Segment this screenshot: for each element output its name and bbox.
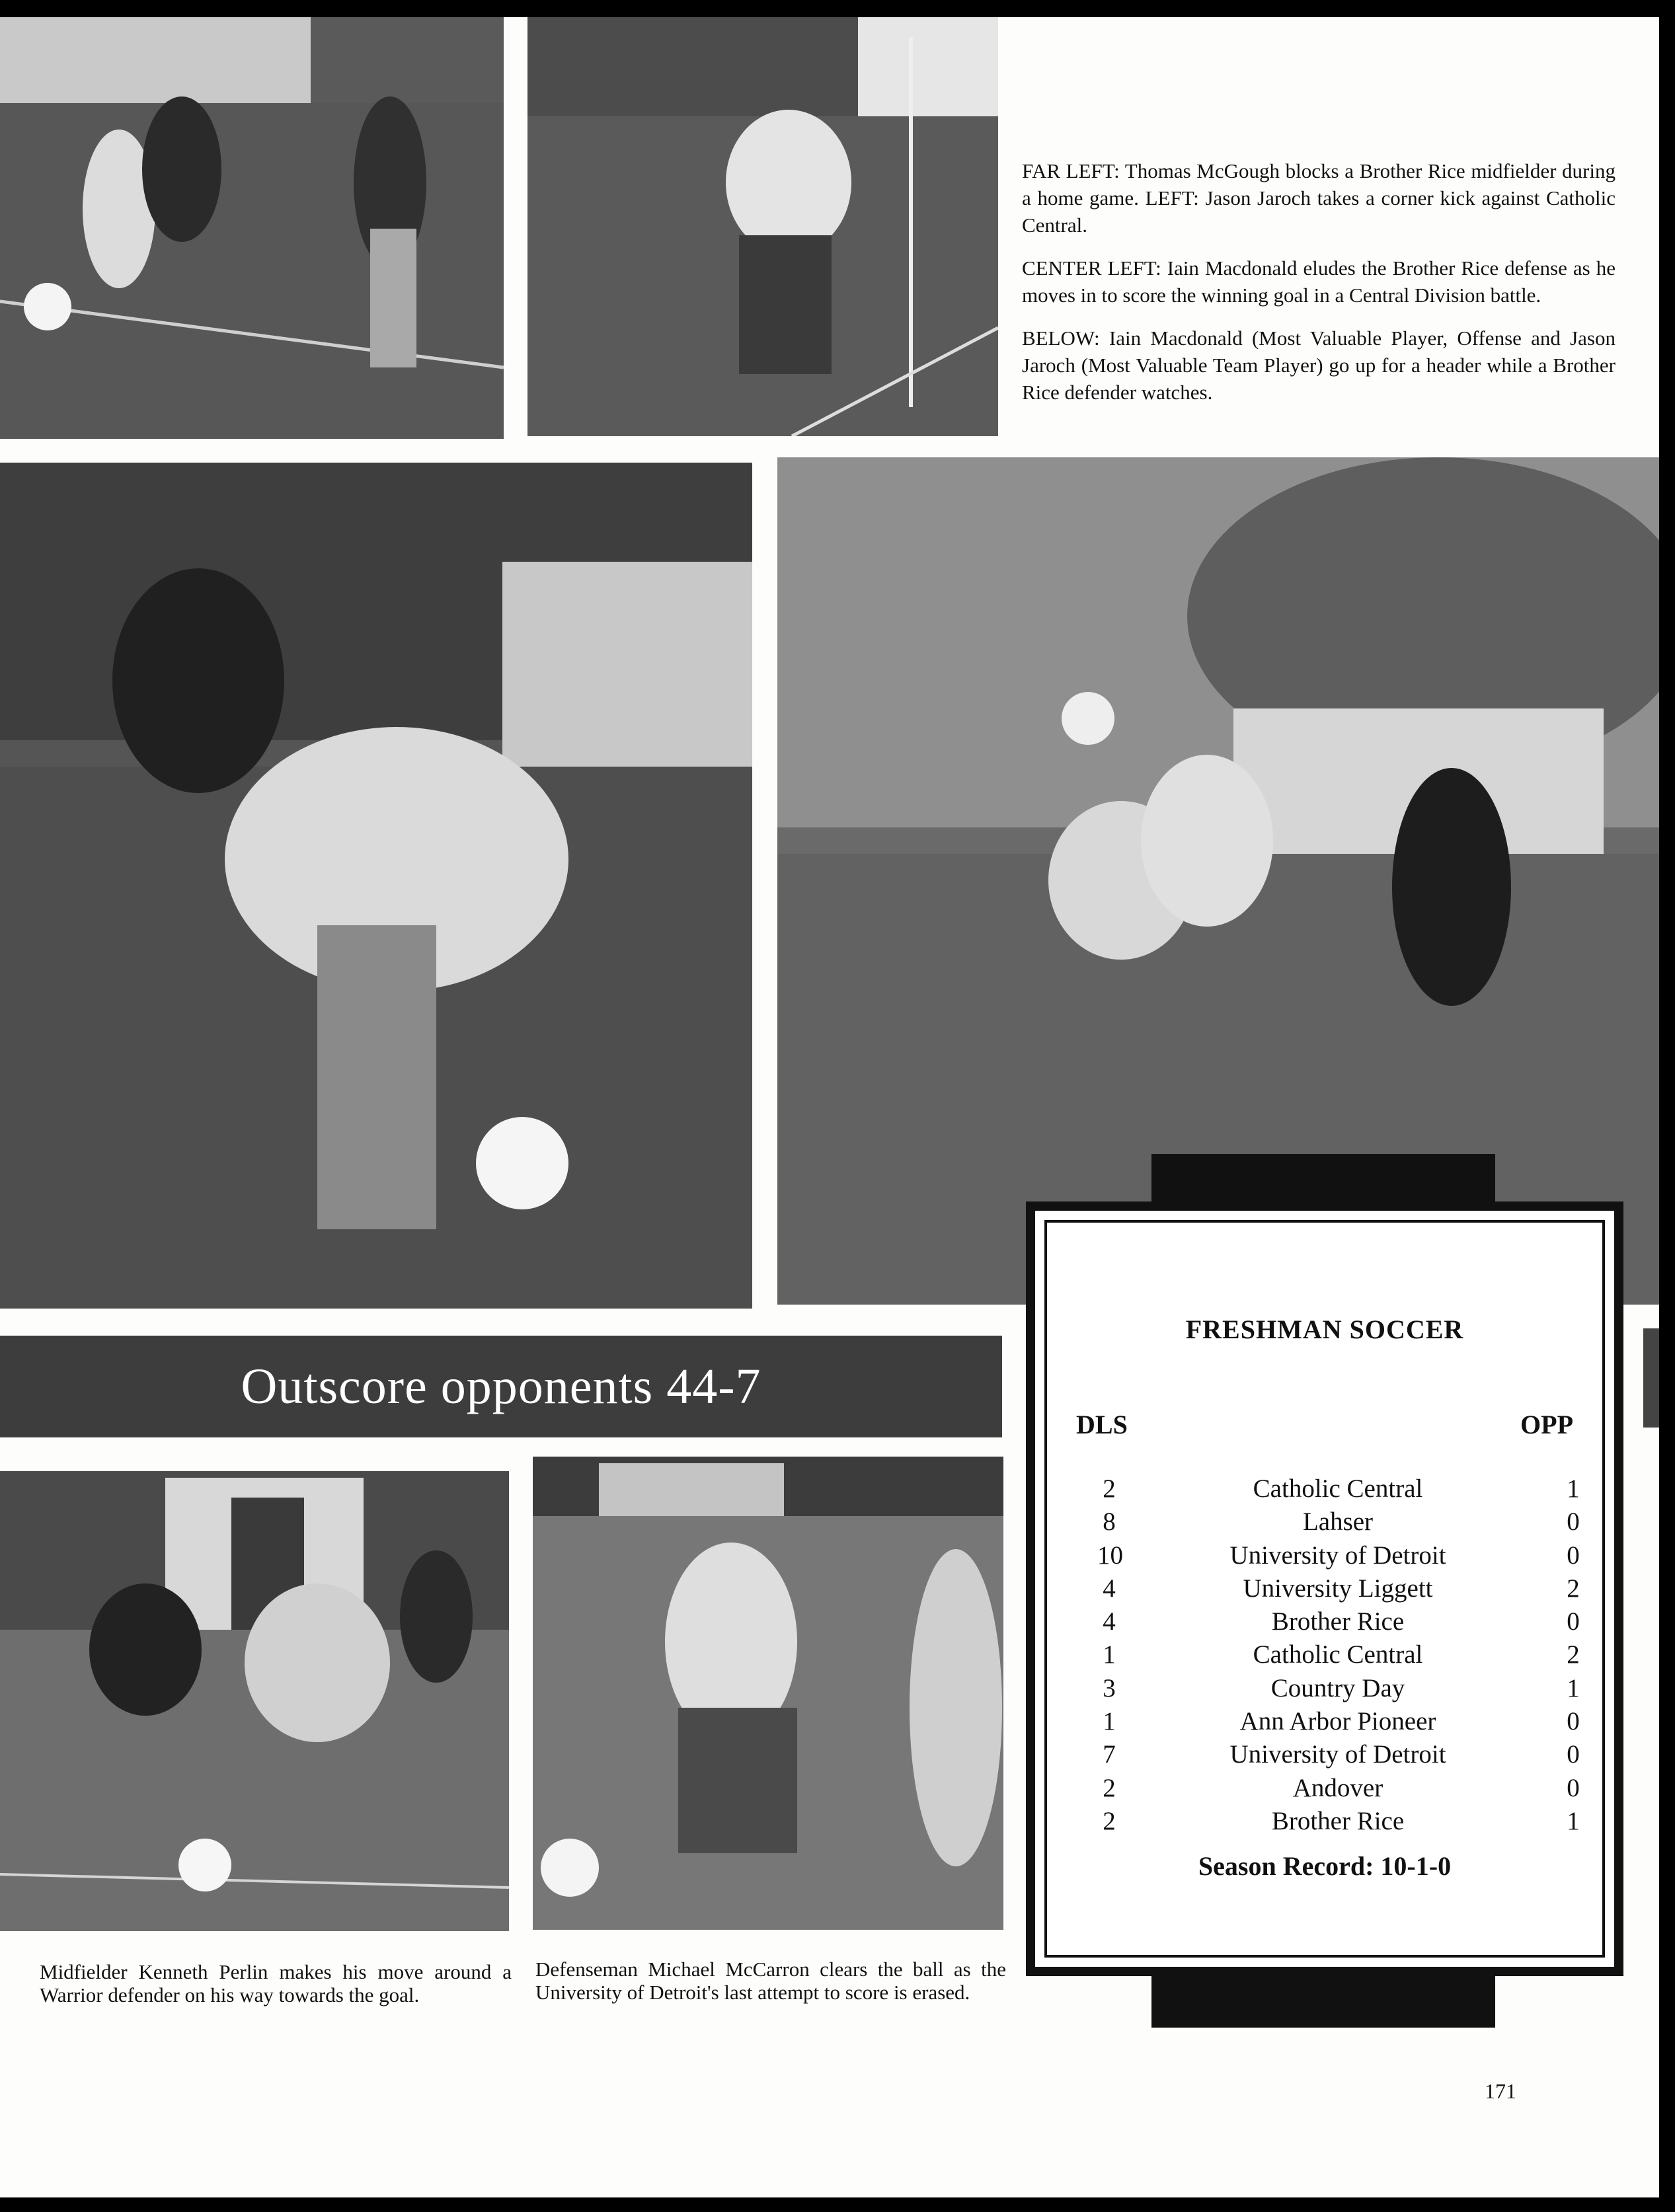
dls-score: 1 — [1103, 1707, 1116, 1736]
col-header-opp: OPP — [1520, 1410, 1573, 1439]
opp-score: 0 — [1567, 1740, 1580, 1769]
opp-score: 0 — [1567, 1507, 1580, 1537]
opp-score: 1 — [1567, 1474, 1580, 1503]
game-row — [1047, 1507, 1602, 1540]
game-row — [1047, 1640, 1602, 1673]
banner-headline: Outscore opponents 44-7 — [0, 1336, 1002, 1437]
caption-perlin: Midfielder Kenneth Perlin makes his move around a Warrior defender on his way towards the goal. — [40, 1960, 512, 2006]
caption-far-left: FAR LEFT: Thomas McGough blocks a Brother Rice midfielder during a home game. LEFT: Jason Jaroch takes a corner kick against Catholic Central. — [1022, 159, 1616, 237]
dls-score: 2 — [1103, 1474, 1116, 1503]
game-row — [1047, 1706, 1602, 1739]
scoreboard-bottom-tab — [1151, 1973, 1495, 2028]
opponent-name: University Liggett — [1243, 1574, 1433, 1603]
scoreboard-title: FRESHMAN SOCCER — [1185, 1315, 1464, 1344]
opp-score: 2 — [1567, 1640, 1580, 1669]
scoreboard — [1026, 1201, 1623, 1976]
dls-score: 8 — [1103, 1507, 1116, 1537]
caption-top-right — [1022, 157, 1616, 422]
opp-score: 1 — [1567, 1673, 1580, 1702]
page-edge-tab — [1643, 1328, 1659, 1428]
caption-center-left: CENTER LEFT: Iain Macdonald eludes the Brother Rice defense as he moves in to score the winning goal in a Central Division battle. — [1022, 256, 1616, 307]
opp-score: 0 — [1567, 1707, 1580, 1736]
opponent-name: Catholic Central — [1253, 1640, 1423, 1669]
opp-score: 0 — [1567, 1541, 1580, 1570]
opponent-name: Catholic Central — [1253, 1474, 1423, 1503]
dls-score: 4 — [1103, 1607, 1116, 1636]
game-row — [1047, 1806, 1602, 1839]
dls-score: 7 — [1103, 1740, 1116, 1769]
page-border-bottom — [0, 2197, 1675, 2212]
game-row — [1047, 1739, 1602, 1773]
opp-score: 0 — [1567, 1773, 1580, 1802]
scoreboard-top-tab — [1151, 1154, 1495, 1203]
photo-jaroch-corner-kick — [527, 17, 998, 436]
opp-score: 1 — [1567, 1806, 1580, 1835]
dls-score: 4 — [1103, 1574, 1116, 1603]
opponent-name: Country Day — [1270, 1673, 1405, 1702]
photo-perlin — [0, 1471, 509, 1931]
opponent-name: Brother Rice — [1271, 1607, 1405, 1636]
page-border-top — [0, 0, 1675, 17]
game-row — [1047, 1773, 1602, 1806]
caption-mccarron: Defenseman Michael McCarron clears the ball as the University of Detroit's last attempt to score is erased. — [535, 1958, 1006, 2004]
game-row — [1047, 1574, 1602, 1607]
game-row — [1047, 1673, 1602, 1706]
opp-score: 0 — [1567, 1607, 1580, 1636]
game-row — [1047, 1541, 1602, 1574]
opp-score: 2 — [1567, 1574, 1580, 1603]
opponent-name: Brother Rice — [1271, 1806, 1405, 1835]
scoreboard-rows — [1047, 1474, 1602, 1839]
dls-score: 10 — [1097, 1541, 1123, 1570]
dls-score: 3 — [1103, 1673, 1116, 1702]
dls-score: 1 — [1103, 1640, 1116, 1669]
photo-mcgough-block — [0, 17, 504, 439]
page-number: 171 — [1485, 2079, 1516, 2103]
opponent-name: Andover — [1292, 1773, 1383, 1802]
season-record: Season Record: 10-1-0 — [1198, 1851, 1452, 1881]
caption-below: BELOW: Iain Macdonald (Most Valuable Player, Offense and Jason Jaroch (Most Valuable Team Player) go up for a header while a Brother Rice defender watches. — [1022, 326, 1616, 404]
photo-mccarron — [533, 1457, 1003, 1930]
opponent-name: University of Detroit — [1229, 1541, 1446, 1570]
opponent-name: Ann Arbor Pioneer — [1239, 1707, 1436, 1736]
scoreboard-inner — [1044, 1220, 1605, 1958]
page-border-right — [1659, 0, 1675, 2212]
opponent-name: University of Detroit — [1229, 1740, 1446, 1769]
opponent-name: Lahser — [1302, 1507, 1374, 1537]
dls-score: 2 — [1103, 1806, 1116, 1835]
col-header-dls: DLS — [1076, 1410, 1128, 1439]
photo-macdonald-eludes — [0, 463, 752, 1309]
game-row — [1047, 1607, 1602, 1640]
dls-score: 2 — [1103, 1773, 1116, 1802]
game-row — [1047, 1474, 1602, 1507]
